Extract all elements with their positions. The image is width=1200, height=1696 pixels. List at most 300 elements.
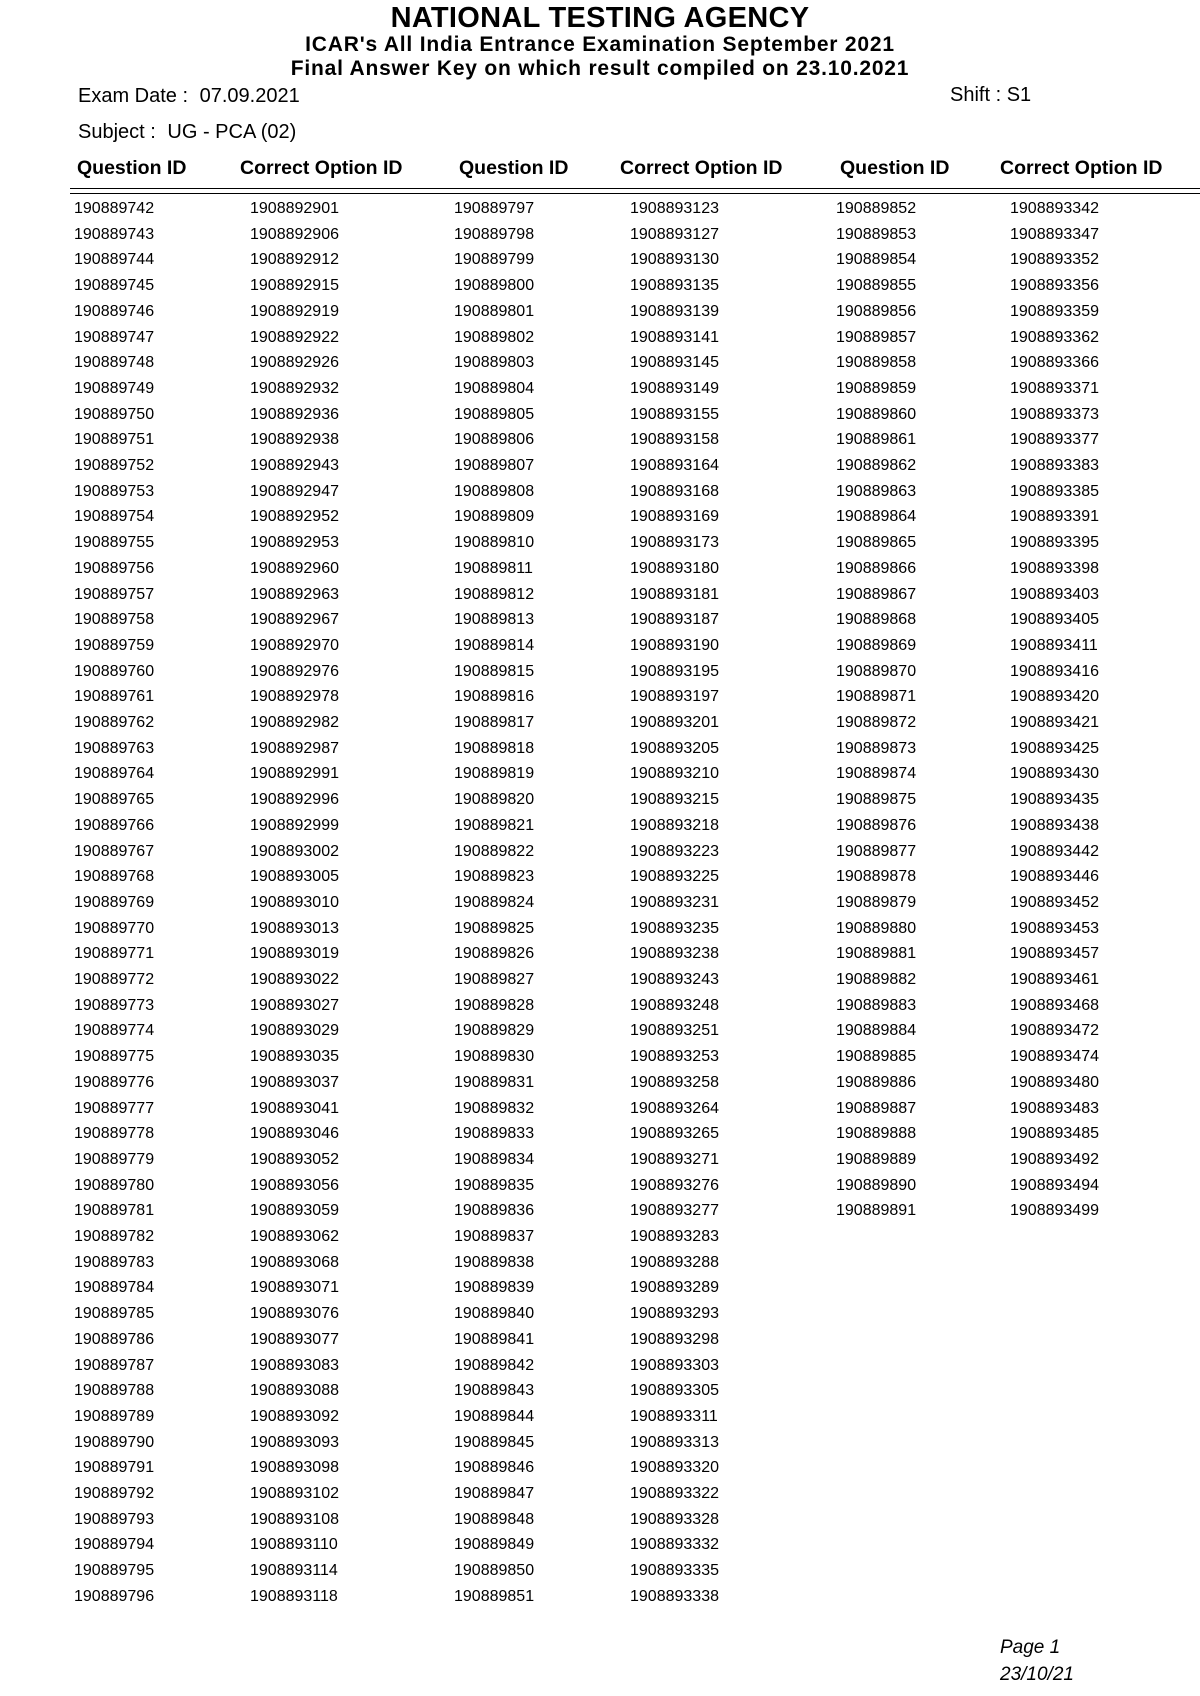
correct-option-id-cell: 1908893442 [1010,842,1099,860]
correct-option-id-cell: 1908893362 [1010,328,1099,346]
correct-option-id-cell: 1908893248 [630,996,719,1014]
exam-date-line [78,85,300,108]
correct-option-id-cell: 1908893215 [630,791,719,809]
table-row [0,325,1200,351]
subject-label: Subject : [78,121,156,143]
correct-option-id-cell: 1908893002 [250,842,339,860]
correct-option-id-cell: 1908893056 [250,1176,339,1194]
correct-option-id-cell: 1908893052 [250,1150,339,1168]
correct-option-id-cell: 1908893452 [1010,893,1099,911]
correct-option-id-cell: 1908893187 [630,611,719,629]
correct-option-id-cell: 1908893398 [1010,559,1099,577]
question-id-cell: 190889864 [836,508,917,526]
question-id-cell: 190889868 [836,611,917,629]
question-id-cell: 190889776 [74,1073,155,1091]
correct-option-id-cell: 1908893130 [630,251,719,269]
question-id-cell: 190889859 [836,379,917,397]
answer-key-title: Final Answer Key on which result compiled on 23.10.2021 [290,57,910,80]
correct-option-id-cell: 1908893405 [1010,611,1099,629]
question-id-cell: 190889888 [836,1125,917,1143]
table-row [0,1481,1200,1507]
question-id-cell: 190889847 [454,1485,535,1502]
question-id-cell: 190889743 [74,225,155,243]
question-id-cell: 190889779 [74,1150,155,1168]
correct-option-id-cell: 1908893338 [630,1587,719,1605]
correct-option-id-cell: 1908893238 [630,945,719,963]
correct-option-id-cell: 1908892952 [250,508,339,526]
question-id-cell: 190889755 [74,534,155,552]
question-id-cell: 190889762 [74,714,155,731]
correct-option-id-cell: 1908893425 [1010,739,1099,757]
question-id-cell: 190889750 [74,405,155,423]
correct-option-id-cell: 1908893110 [250,1536,338,1554]
table-row [0,1147,1200,1173]
question-id-cell: 190889871 [836,688,917,706]
exam-date-label: Exam Date : [78,85,189,107]
question-id-cell: 190889812 [454,585,535,603]
question-id-cell: 190889824 [454,893,535,911]
correct-option-id-cell: 1908892906 [250,225,339,243]
question-id-cell: 190889783 [74,1253,155,1271]
correct-option-id-cell: 1908892932 [250,379,339,397]
question-id-cell: 190889814 [454,636,535,654]
question-id-cell: 190889825 [454,919,535,937]
question-id-cell: 190889818 [454,739,535,757]
table-row [0,736,1200,762]
question-id-cell: 190889771 [74,945,155,963]
table-row [0,813,1200,839]
correct-option-id-cell: 1908893332 [630,1536,719,1554]
correct-option-id-cell: 1908893395 [1010,534,1099,552]
question-id-cell: 190889796 [74,1587,155,1605]
question-id-cell: 190889772 [74,971,155,988]
correct-option-id-cell: 1908893322 [630,1485,719,1502]
correct-option-id-cell: 1908892947 [250,482,339,500]
question-id-cell: 190889880 [836,919,917,937]
correct-option-id-cell: 1908893118 [250,1587,338,1605]
correct-option-id-cell: 1908892943 [250,457,339,474]
correct-option-id-cell: 1908893373 [1010,405,1099,423]
correct-option-id-cell: 1908892967 [250,611,339,629]
correct-option-id-cell: 1908893472 [1010,1022,1099,1040]
question-id-cell: 190889881 [836,945,917,963]
table-row [0,787,1200,813]
question-id-cell: 190889883 [836,996,917,1014]
exam-date-value: 07.09.2021 [199,85,300,107]
correct-option-id-cell: 1908893071 [250,1279,339,1297]
question-id-cell: 190889791 [74,1459,155,1477]
correct-option-id-cell: 1908893499 [1010,1202,1099,1220]
correct-option-id-cell: 1908892915 [250,277,339,295]
question-id-cell: 190889839 [454,1279,535,1297]
correct-option-id-cell: 1908893313 [630,1433,719,1451]
shift-line [950,84,1031,107]
correct-option-id-cell: 1908892999 [250,816,339,834]
question-id-cell: 190889780 [74,1176,155,1194]
column-header: Correct Option ID [240,157,403,179]
question-id-cell: 190889856 [836,302,917,320]
header-rule-bottom [70,193,1200,194]
correct-option-id-cell: 1908893173 [630,534,719,552]
correct-option-id-cell: 1908893201 [630,714,719,731]
correct-option-id-cell: 1908893253 [630,1048,719,1066]
question-id-cell: 190889800 [454,277,535,295]
shift-value: S1 [1006,84,1032,106]
question-id-cell: 190889821 [454,816,535,834]
question-id-cell: 190889870 [836,662,917,680]
question-id-cell: 190889851 [454,1587,535,1605]
table-row [0,1044,1200,1070]
correct-option-id-cell: 1908893298 [630,1330,719,1348]
question-id-cell: 190889853 [836,225,917,243]
correct-option-id-cell: 1908893356 [1010,277,1099,295]
question-id-cell: 190889850 [454,1562,535,1580]
table-row [0,761,1200,787]
question-id-cell: 190889854 [836,251,917,269]
question-id-cell: 190889831 [454,1073,535,1091]
correct-option-id-cell: 1908893359 [1010,302,1099,320]
correct-option-id-cell: 1908893145 [630,354,719,372]
table-row [0,1378,1200,1404]
table-row [0,273,1200,299]
correct-option-id-cell: 1908893468 [1010,996,1099,1014]
table-row [0,1173,1200,1199]
question-id-cell: 190889756 [74,559,155,577]
question-id-cell: 190889843 [454,1382,535,1400]
correct-option-id-cell: 1908893141 [630,328,719,346]
table-row [0,247,1200,273]
question-id-cell: 190889822 [454,842,535,860]
question-id-cell: 190889789 [74,1407,155,1425]
question-id-cell: 190889816 [454,688,535,706]
correct-option-id-cell: 1908893305 [630,1382,719,1400]
question-id-cell: 190889830 [454,1048,535,1066]
question-id-cell: 190889879 [836,893,917,911]
correct-option-id-cell: 1908893139 [630,302,719,320]
correct-option-id-cell: 1908892960 [250,559,339,577]
table-row [0,1096,1200,1122]
question-id-cell: 190889874 [836,765,917,783]
correct-option-id-cell: 1908893335 [630,1562,719,1580]
question-id-cell: 190889882 [836,971,917,988]
correct-option-id-cell: 1908893083 [250,1356,339,1374]
column-header: Correct Option ID [1000,157,1163,179]
question-id-cell: 190889749 [74,379,155,397]
question-id-cell: 190889878 [836,868,917,886]
correct-option-id-cell: 1908893181 [630,585,719,603]
correct-option-id-cell: 1908893019 [250,945,339,963]
question-id-cell: 190889794 [74,1536,155,1554]
correct-option-id-cell: 1908892991 [250,765,339,783]
question-id-cell: 190889817 [454,714,535,731]
table-row [0,479,1200,505]
question-id-cell: 190889795 [74,1562,155,1580]
correct-option-id-cell: 1908893041 [250,1099,339,1117]
question-id-cell: 190889886 [836,1073,917,1091]
table-row [0,1532,1200,1558]
correct-option-id-cell: 1908893347 [1010,225,1099,243]
table-row [0,864,1200,890]
question-id-cell: 190889787 [74,1356,155,1374]
correct-option-id-cell: 1908893377 [1010,431,1099,449]
question-id-cell: 190889813 [454,611,535,629]
correct-option-id-cell: 1908893098 [250,1459,339,1477]
question-id-cell: 190889804 [454,379,535,397]
correct-option-id-cell: 1908893265 [630,1125,719,1143]
question-id-cell: 190889765 [74,791,155,809]
footer-date: 23/10/21 [1000,1664,1074,1685]
question-id-cell: 190889806 [454,431,535,449]
correct-option-id-cell: 1908893035 [250,1048,339,1066]
subject-value: UG - PCA (02) [167,121,297,143]
correct-option-id-cell: 1908893303 [630,1356,719,1374]
correct-option-id-cell: 1908892987 [250,739,339,757]
question-id-cell: 190889751 [74,431,155,449]
question-id-cell: 190889852 [836,200,917,217]
correct-option-id-cell: 1908893492 [1010,1150,1099,1168]
column-header: Question ID [459,157,569,179]
correct-option-id-cell: 1908893068 [250,1253,339,1271]
question-id-cell: 190889873 [836,739,917,757]
correct-option-id-cell: 1908893108 [250,1510,339,1528]
correct-option-id-cell: 1908893158 [630,431,719,449]
question-id-cell: 190889763 [74,739,155,757]
question-id-cell: 190889775 [74,1048,155,1066]
correct-option-id-cell: 1908893225 [630,868,719,886]
question-id-cell: 190889808 [454,482,535,500]
table-row [0,1558,1200,1584]
shift-label: Shift : [950,84,1002,106]
correct-option-id-cell: 1908893195 [630,662,719,680]
table-row [0,1018,1200,1044]
question-id-cell: 190889889 [836,1150,917,1168]
question-id-cell: 190889834 [454,1150,535,1168]
question-id-cell: 190889823 [454,868,535,886]
question-id-cell: 190889768 [74,868,155,886]
table-row [0,941,1200,967]
table-row [0,1584,1200,1610]
table-row [0,196,1200,222]
correct-option-id-cell: 1908893289 [630,1279,719,1297]
correct-option-id-cell: 1908893046 [250,1125,339,1143]
correct-option-id-cell: 1908893288 [630,1253,719,1271]
column-header: Question ID [77,157,187,179]
question-id-cell: 190889773 [74,996,155,1014]
table-row [0,967,1200,993]
question-id-cell: 190889867 [836,585,917,603]
question-id-cell: 190889884 [836,1022,917,1040]
correct-option-id-cell: 1908893411 [1010,636,1098,654]
correct-option-id-cell: 1908893264 [630,1099,719,1117]
question-id-cell: 190889869 [836,636,917,654]
table-row [0,427,1200,453]
question-id-cell: 190889858 [836,354,917,372]
correct-option-id-cell: 1908893416 [1010,662,1099,680]
correct-option-id-cell: 1908893135 [630,277,719,295]
question-id-cell: 190889774 [74,1022,155,1040]
question-id-cell: 190889826 [454,945,535,963]
correct-option-id-cell: 1908893164 [630,457,719,474]
question-id-cell: 190889815 [454,662,535,680]
correct-option-id-cell: 1908892922 [250,328,339,346]
question-id-cell: 190889838 [454,1253,535,1271]
correct-option-id-cell: 1908893022 [250,971,339,988]
correct-option-id-cell: 1908893010 [250,893,339,911]
correct-option-id-cell: 1908893190 [630,636,719,654]
correct-option-id-cell: 1908892982 [250,714,339,731]
question-id-cell: 190889837 [454,1228,535,1245]
correct-option-id-cell: 1908893180 [630,559,719,577]
question-id-cell: 190889857 [836,328,917,346]
table-row [0,504,1200,530]
correct-option-id-cell: 1908893446 [1010,868,1099,886]
question-id-cell: 190889778 [74,1125,155,1143]
correct-option-id-cell: 1908893438 [1010,816,1099,834]
question-id-cell: 190889887 [836,1099,917,1117]
correct-option-id-cell: 1908892953 [250,534,339,552]
correct-option-id-cell: 1908893276 [630,1176,719,1194]
question-id-cell: 190889792 [74,1485,155,1502]
question-id-cell: 190889875 [836,791,917,809]
correct-option-id-cell: 1908893027 [250,996,339,1014]
correct-option-id-cell: 1908893077 [250,1330,339,1348]
correct-option-id-cell: 1908893293 [630,1305,719,1323]
question-id-cell: 190889845 [454,1433,535,1451]
correct-option-id-cell: 1908893149 [630,379,719,397]
correct-option-id-cell: 1908893483 [1010,1099,1099,1117]
correct-option-id-cell: 1908892970 [250,636,339,654]
correct-option-id-cell: 1908893005 [250,868,339,886]
correct-option-id-cell: 1908893205 [630,739,719,757]
question-id-cell: 190889819 [454,765,535,783]
question-id-cell: 190889770 [74,919,155,937]
question-id-cell: 190889861 [836,431,917,449]
correct-option-id-cell: 1908893088 [250,1382,339,1400]
question-id-cell: 190889788 [74,1382,155,1400]
correct-option-id-cell: 1908893169 [630,508,719,526]
page-number: Page 1 [1000,1637,1061,1658]
question-id-cell: 190889747 [74,328,155,346]
correct-option-id-cell: 1908893231 [630,893,719,911]
question-id-cell: 190889766 [74,816,155,834]
question-id-cell: 190889836 [454,1202,535,1220]
question-id-cell: 190889754 [74,508,155,526]
question-id-cell: 190889786 [74,1330,155,1348]
agency-title: NATIONAL TESTING AGENCY [390,2,810,34]
correct-option-id-cell: 1908893277 [630,1202,719,1220]
correct-option-id-cell: 1908893029 [250,1022,339,1040]
question-id-cell: 190889846 [454,1459,535,1477]
correct-option-id-cell: 1908893092 [250,1407,339,1425]
correct-option-id-cell: 1908893062 [250,1228,339,1245]
question-id-cell: 190889832 [454,1099,535,1117]
correct-option-id-cell: 1908893223 [630,842,719,860]
correct-option-id-cell: 1908893352 [1010,251,1099,269]
column-header: Question ID [840,157,950,179]
question-id-cell: 190889876 [836,816,917,834]
question-id-cell: 190889890 [836,1176,917,1194]
table-row [0,376,1200,402]
correct-option-id-cell: 1908893271 [630,1150,719,1168]
correct-option-id-cell: 1908893320 [630,1459,719,1477]
correct-option-id-cell: 1908893168 [630,482,719,500]
question-id-cell: 190889748 [74,354,155,372]
question-id-cell: 190889745 [74,277,155,295]
question-id-cell: 190889753 [74,482,155,500]
question-id-cell: 190889798 [454,225,535,243]
question-id-cell: 190889863 [836,482,917,500]
correct-option-id-cell: 1908892901 [250,200,339,217]
table-row [0,890,1200,916]
question-id-cell: 190889767 [74,842,155,860]
correct-option-id-cell: 1908893328 [630,1510,719,1528]
correct-option-id-cell: 1908893258 [630,1073,719,1091]
question-id-cell: 190889829 [454,1022,535,1040]
question-id-cell: 190889759 [74,636,155,654]
correct-option-id-cell: 1908893453 [1010,919,1099,937]
question-id-cell: 190889860 [836,405,917,423]
question-id-cell: 190889801 [454,302,535,320]
question-id-cell: 190889752 [74,457,155,474]
question-id-cell: 190889885 [836,1048,917,1066]
table-row [0,1275,1200,1301]
column-header: Correct Option ID [620,157,783,179]
question-id-cell: 190889811 [454,559,533,577]
question-id-cell: 190889790 [74,1433,155,1451]
correct-option-id-cell: 1908892963 [250,585,339,603]
question-id-cell: 190889797 [454,200,535,217]
question-id-cell: 190889785 [74,1305,155,1323]
correct-option-id-cell: 1908893461 [1010,971,1099,988]
correct-option-id-cell: 1908893485 [1010,1125,1099,1143]
correct-option-id-cell: 1908893371 [1010,379,1099,397]
table-row [0,1430,1200,1456]
question-id-cell: 190889877 [836,842,917,860]
correct-option-id-cell: 1908892936 [250,405,339,423]
correct-option-id-cell: 1908893420 [1010,688,1099,706]
table-row [0,839,1200,865]
table-row [0,1507,1200,1533]
question-id-cell: 190889862 [836,457,917,474]
correct-option-id-cell: 1908893494 [1010,1176,1099,1194]
table-row [0,1327,1200,1353]
table-row [0,1250,1200,1276]
question-id-cell: 190889781 [74,1202,155,1220]
question-id-cell: 190889891 [836,1202,917,1220]
correct-option-id-cell: 1908893251 [630,1022,719,1040]
correct-option-id-cell: 1908893093 [250,1433,339,1451]
correct-option-id-cell: 1908893123 [630,200,719,217]
correct-option-id-cell: 1908893013 [250,919,339,937]
question-id-cell: 190889810 [454,534,535,552]
correct-option-id-cell: 1908893391 [1010,508,1099,526]
question-id-cell: 190889835 [454,1176,535,1194]
table-row [0,607,1200,633]
correct-option-id-cell: 1908892996 [250,791,339,809]
correct-option-id-cell: 1908893474 [1010,1048,1099,1066]
correct-option-id-cell: 1908893385 [1010,482,1099,500]
question-id-cell: 190889828 [454,996,535,1014]
correct-option-id-cell: 1908893102 [250,1485,339,1502]
correct-option-id-cell: 1908893403 [1010,585,1099,603]
table-row [0,659,1200,685]
correct-option-id-cell: 1908893218 [630,816,719,834]
table-row [0,1224,1200,1250]
table-row [0,1198,1200,1224]
question-id-cell: 190889761 [74,688,155,706]
correct-option-id-cell: 1908892926 [250,354,339,372]
question-id-cell: 190889866 [836,559,917,577]
